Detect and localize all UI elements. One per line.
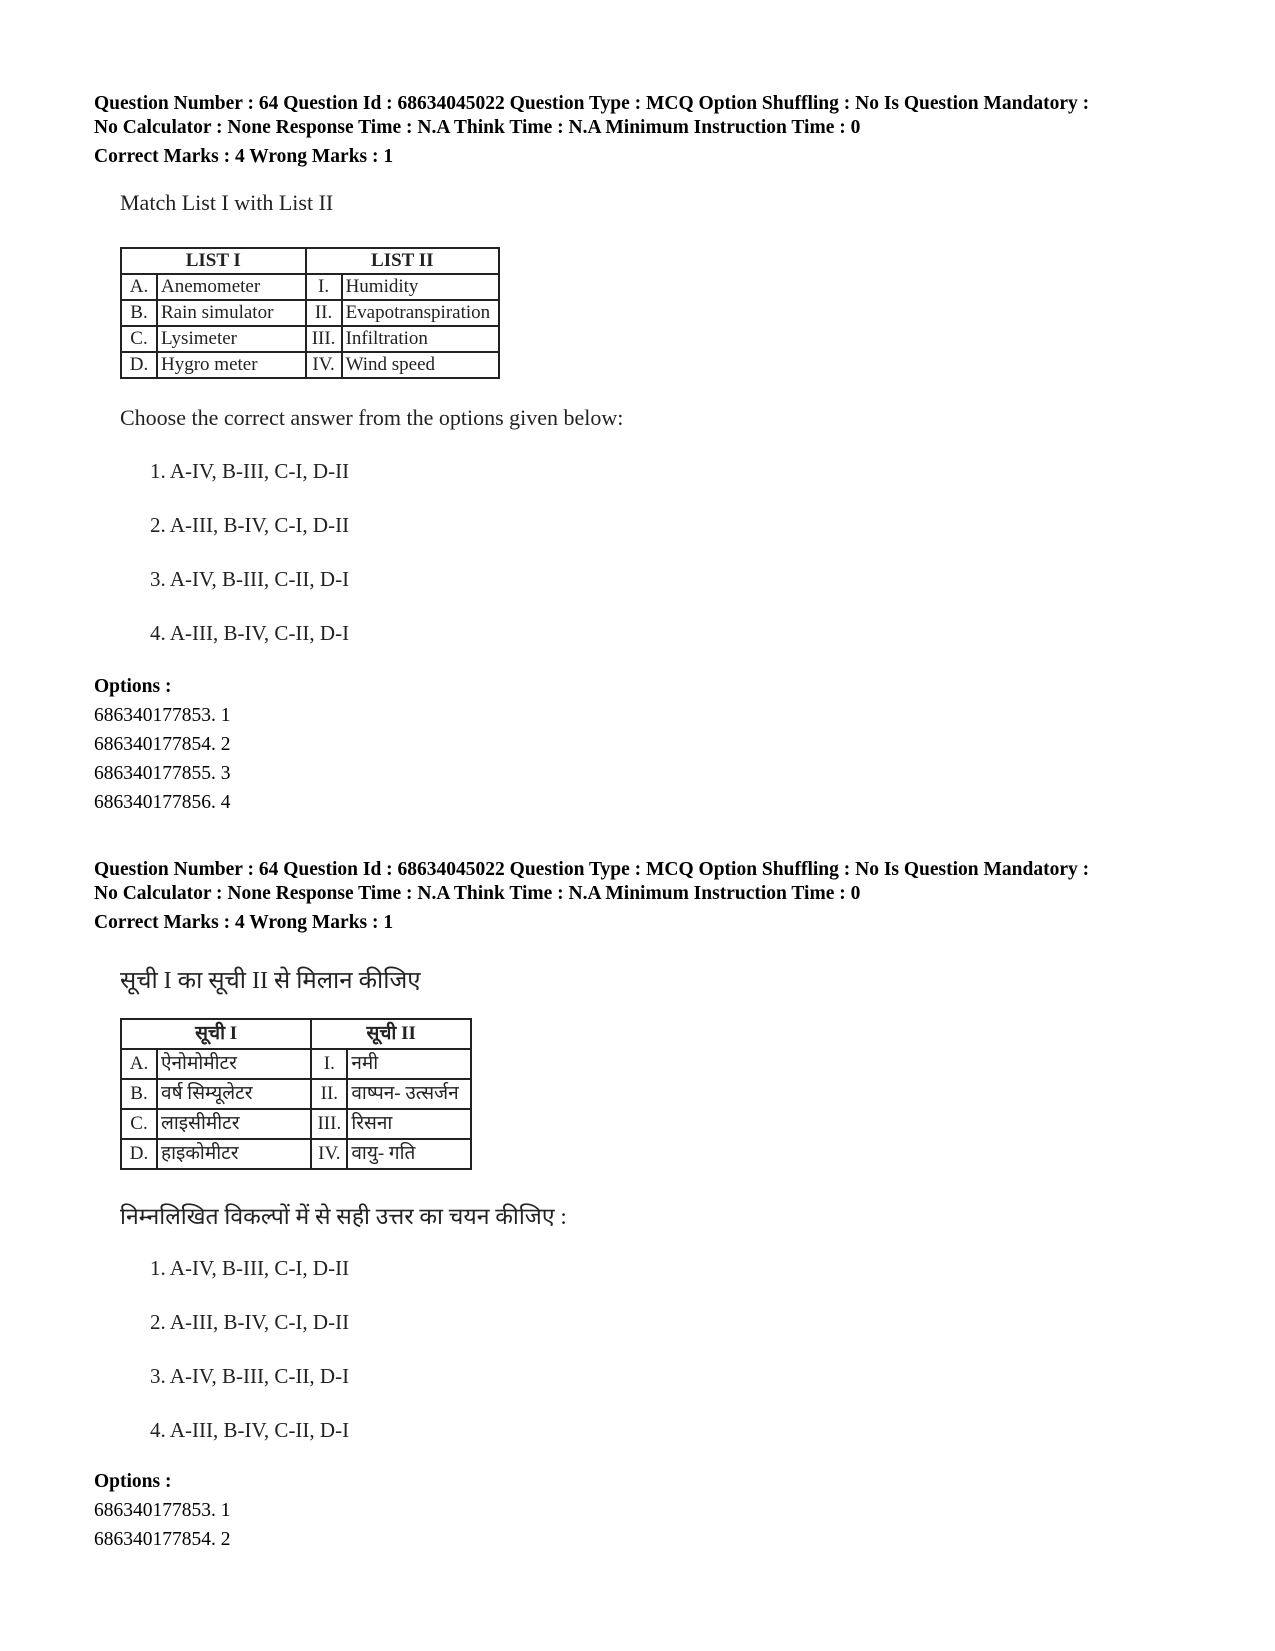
row-label: C. bbox=[121, 326, 157, 352]
row-label: B. bbox=[121, 1079, 157, 1109]
list1-item: हाइकोमीटर bbox=[157, 1139, 311, 1169]
list1-header: LIST I bbox=[121, 248, 306, 274]
list2-item: नमी bbox=[347, 1049, 471, 1079]
table-header-row bbox=[121, 248, 499, 274]
marks-line: Correct Marks : 4 Wrong Marks : 1 bbox=[94, 146, 394, 167]
table-row bbox=[121, 1079, 471, 1109]
option-id: 686340177854. 2 bbox=[94, 734, 231, 755]
table-row bbox=[121, 1139, 471, 1169]
list1-item: Lysimeter bbox=[157, 326, 306, 352]
row-label: IV. bbox=[311, 1139, 347, 1169]
row-label: D. bbox=[121, 352, 157, 378]
row-label: IV. bbox=[306, 352, 342, 378]
row-label: II. bbox=[306, 300, 342, 326]
option-id: 686340177853. 1 bbox=[94, 1500, 231, 1521]
list1-item: Hygro meter bbox=[157, 352, 306, 378]
options-heading: Options : bbox=[94, 676, 172, 697]
meta-line-2: No Calculator : None Response Time : N.A Think Time : N.A Minimum Instruction Time : 0 bbox=[94, 883, 861, 904]
table-row bbox=[121, 352, 499, 378]
table-row bbox=[121, 274, 499, 300]
answer-choice-1: 1. A-IV, B-III, C-I, D-II bbox=[150, 459, 350, 483]
list2-item: Infiltration bbox=[342, 326, 499, 352]
row-label: I. bbox=[306, 274, 342, 300]
list2-header: LIST II bbox=[306, 248, 499, 274]
question-title: सूची I का सूची II से मिलान कीजिए bbox=[120, 968, 421, 994]
option-id: 686340177853. 1 bbox=[94, 705, 231, 726]
row-label: A. bbox=[121, 274, 157, 300]
answer-choice-1: 1. A-IV, B-III, C-I, D-II bbox=[150, 1256, 350, 1280]
table-header-row bbox=[121, 1019, 471, 1049]
answer-choice-4: 4. A-III, B-IV, C-II, D-I bbox=[150, 1418, 350, 1442]
row-label: C. bbox=[121, 1109, 157, 1139]
instruction-text: निम्नलिखित विकल्पों में से सही उत्तर का चयन कीजिए : bbox=[120, 1204, 567, 1229]
list1-item: ऐनोमोमीटर bbox=[157, 1049, 311, 1079]
marks-line: Correct Marks : 4 Wrong Marks : 1 bbox=[94, 912, 394, 933]
instruction-text: Choose the correct answer from the options given below: bbox=[120, 405, 624, 430]
question-meta bbox=[94, 92, 1204, 169]
answer-choice-3: 3. A-IV, B-III, C-II, D-I bbox=[150, 567, 350, 591]
answer-choice-4: 4. A-III, B-IV, C-II, D-I bbox=[150, 621, 350, 645]
list1-item: Anemometer bbox=[157, 274, 306, 300]
options-heading: Options : bbox=[94, 1471, 172, 1492]
row-label: III. bbox=[311, 1109, 347, 1139]
list1-item: लाइसीमीटर bbox=[157, 1109, 311, 1139]
list2-header: सूची II bbox=[311, 1019, 471, 1049]
list1-item: वर्ष सिम्यूलेटर bbox=[157, 1079, 311, 1109]
row-label: II. bbox=[311, 1079, 347, 1109]
meta-line-1: Question Number : 64 Question Id : 68634045022 Question Type : MCQ Option Shuffling : No Is Question Mandatory : bbox=[94, 93, 1090, 114]
list2-item: वाष्पन- उत्सर्जन bbox=[347, 1079, 471, 1109]
option-id: 686340177855. 3 bbox=[94, 763, 231, 784]
list1-item: Rain simulator bbox=[157, 300, 306, 326]
row-label: I. bbox=[311, 1049, 347, 1079]
meta-line-2: No Calculator : None Response Time : N.A Think Time : N.A Minimum Instruction Time : 0 bbox=[94, 117, 861, 138]
row-label: III. bbox=[306, 326, 342, 352]
answer-choice-2: 2. A-III, B-IV, C-I, D-II bbox=[150, 1310, 350, 1334]
list2-item: Wind speed bbox=[342, 352, 499, 378]
table-row bbox=[121, 326, 499, 352]
match-table bbox=[120, 1018, 472, 1170]
row-label: B. bbox=[121, 300, 157, 326]
match-table bbox=[120, 247, 500, 379]
answer-choice-3: 3. A-IV, B-III, C-II, D-I bbox=[150, 1364, 350, 1388]
list2-item: Humidity bbox=[342, 274, 499, 300]
question-title: Match List I with List II bbox=[120, 190, 334, 215]
list2-item: रिसना bbox=[347, 1109, 471, 1139]
option-id: 686340177856. 4 bbox=[94, 792, 231, 813]
list2-item: वायु- गति bbox=[347, 1139, 471, 1169]
meta-line-1: Question Number : 64 Question Id : 68634045022 Question Type : MCQ Option Shuffling : No Is Question Mandatory : bbox=[94, 859, 1090, 880]
row-label: A. bbox=[121, 1049, 157, 1079]
list2-item: Evapotranspiration bbox=[342, 300, 499, 326]
table-row bbox=[121, 1049, 471, 1079]
table-row bbox=[121, 300, 499, 326]
table-row bbox=[121, 1109, 471, 1139]
question-meta bbox=[94, 858, 1204, 935]
option-id: 686340177854. 2 bbox=[94, 1529, 231, 1550]
list1-header: सूची I bbox=[121, 1019, 311, 1049]
row-label: D. bbox=[121, 1139, 157, 1169]
answer-choice-2: 2. A-III, B-IV, C-I, D-II bbox=[150, 513, 350, 537]
